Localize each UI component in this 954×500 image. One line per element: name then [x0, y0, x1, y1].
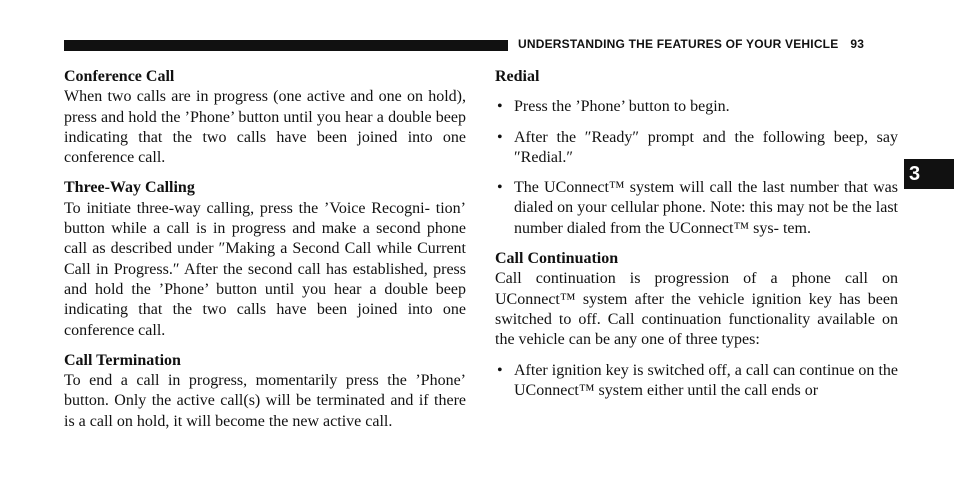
bullet-icon: •	[497, 361, 503, 379]
call-continuation-text: Call continuation is progression of a phone call on UConnect™ system after the vehicle ignition key has been switched to off. Call continuation functionality available on the vehicle can be any one of three types:	[495, 270, 898, 349]
list-item	[495, 361, 898, 402]
chapter-tab: 3	[904, 159, 954, 189]
conference-call-text: When two calls are in progress (one active and one on hold), press and hold the ’Phone’ button until you hear a double beep indicating that the two calls have been joined into one conference call.	[64, 88, 466, 167]
list-item-text: After ignition key is switched off, a call can continue on the UConnect™ system either until the call ends or	[514, 361, 898, 399]
call-continuation-heading: Call Continuation	[495, 250, 619, 268]
header-rule	[64, 40, 508, 51]
list-item-text: After the ″Ready″ prompt and the following beep, say ″Redial.″	[514, 128, 898, 166]
three-way-calling-heading: Three-Way Calling	[64, 179, 195, 197]
call-termination-text: To end a call in progress, momentarily press the ’Phone’ button. Only the active call(s) will be terminated and if there is a call on hold, it will become the new active call.	[64, 372, 466, 430]
section-title: UNDERSTANDING THE FEATURES OF YOUR VEHICLE	[518, 37, 839, 51]
bullet-icon: •	[497, 128, 503, 146]
running-header	[518, 37, 864, 51]
conference-call-heading: Conference Call	[64, 68, 175, 85]
bullet-icon: •	[497, 98, 503, 116]
call-termination-heading: Call Termination	[64, 351, 181, 369]
redial-heading: Redial	[495, 68, 540, 85]
left-column	[64, 67, 466, 432]
bullet-icon: •	[497, 179, 503, 197]
page-number: 93	[850, 37, 865, 51]
list-item-text: The UConnect™ system will call the last number that was dialed on your cellular phone. Note: this may not be the last number dialed from the UConnect™ sys- tem.	[514, 179, 898, 237]
list-item-text: Press the ’Phone’ button to begin.	[514, 98, 730, 116]
three-way-calling-text: To initiate three-way calling, press the ’Voice Recogni- tion’ button while a call is in progress and make a second phone call as described under ″Making a Second Call while Current Call in Progress.″ After the second call has established, press and hold the ’Phone’ button until you hear a double beep indicating that the two calls have been joined into one conference call.	[64, 199, 466, 339]
list-item	[495, 178, 898, 239]
right-column	[495, 67, 898, 401]
list-item	[495, 97, 898, 117]
list-item	[495, 128, 898, 169]
